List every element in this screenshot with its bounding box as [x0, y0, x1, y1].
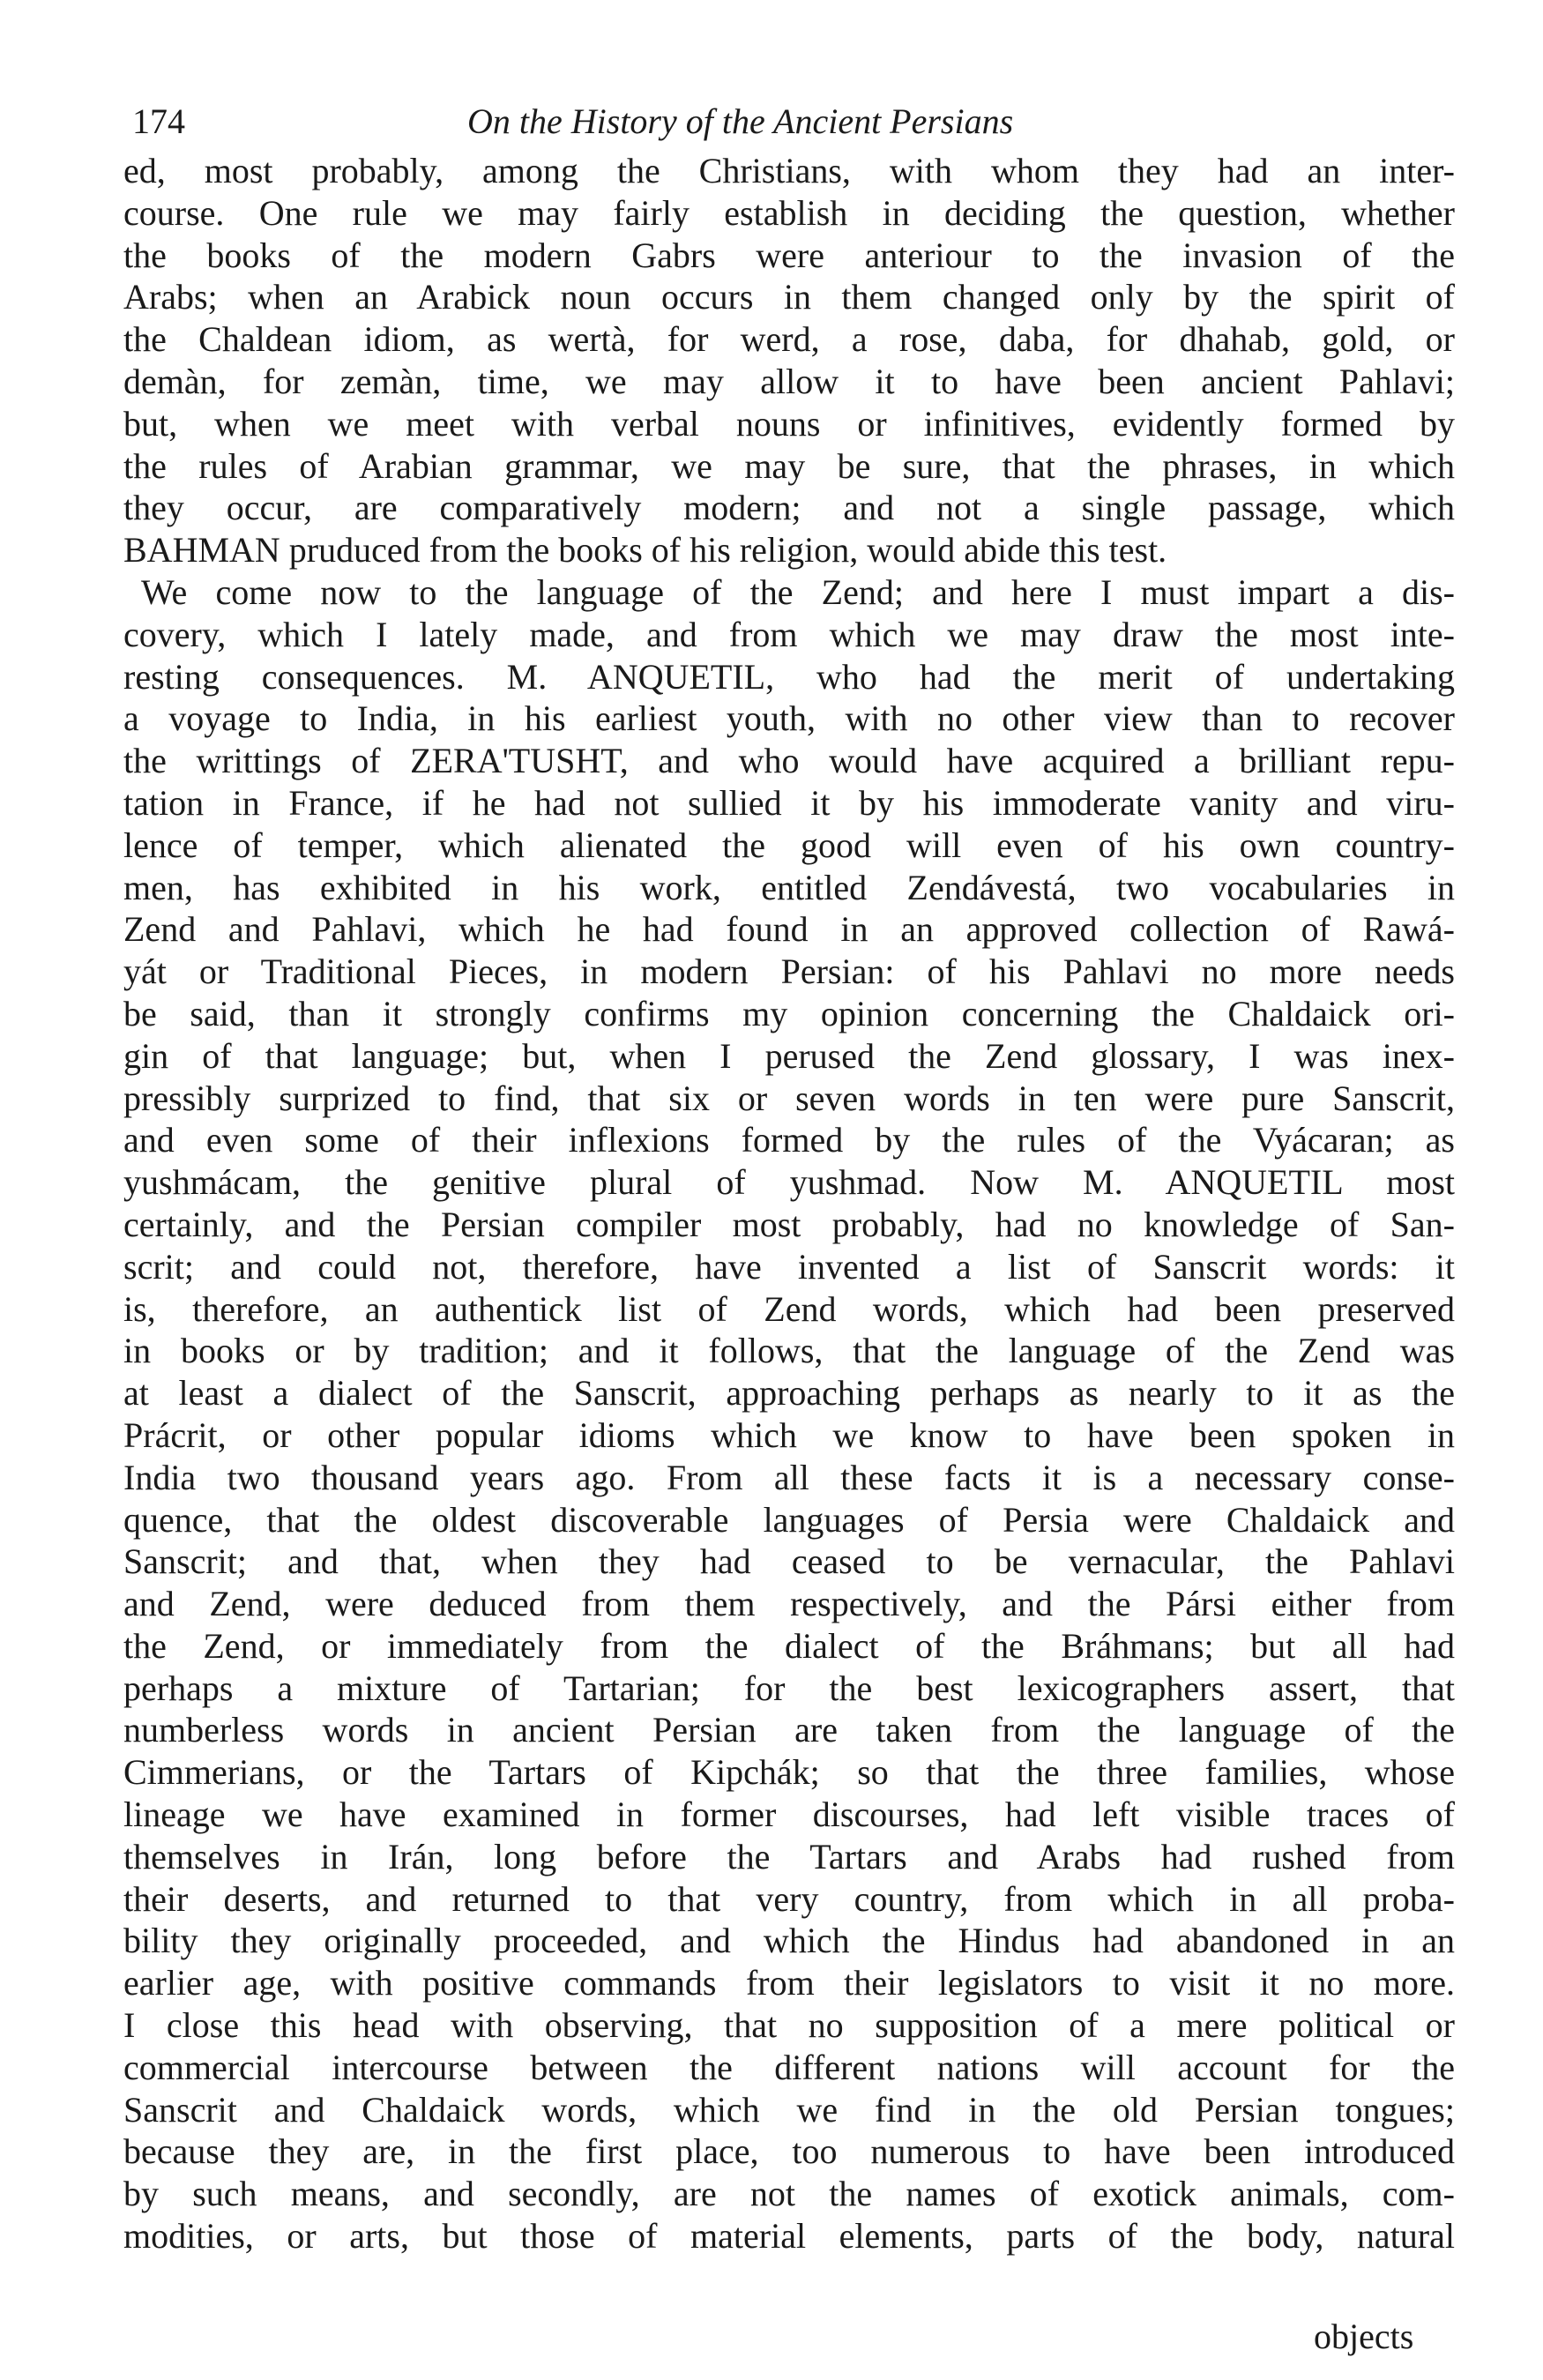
text-line: the books of the modern Gabrs were anteriour to the invasion of the — [123, 235, 1455, 275]
text-line: quence, that the oldest discoverable languages of Persia were Chaldaick and — [123, 1499, 1455, 1540]
text-line: they occur, are comparatively modern; and not a single passage, which — [123, 488, 1455, 528]
text-line: yushmácam, the genitive plural of yushmad. Now M. ANQUETIL most — [123, 1162, 1455, 1203]
text-line: We come now to the language of the Zend; and here I must impart a dis- — [141, 571, 1455, 612]
text-line: tation in France, if he had not sullied it by his immoderate vanity and viru- — [123, 782, 1455, 823]
running-title: On the History of the Ancient Persians — [467, 101, 1014, 141]
text-line: lineage we have examined in former discourses, had left visible traces of — [123, 1794, 1455, 1835]
text-line: men, has exhibited in his work, entitled Zendávestá, two vocabularies in — [123, 867, 1455, 907]
text-line: commercial intercourse between the different nations will account for the — [123, 2047, 1455, 2087]
text-line: be said, than it strongly confirms my opinion concerning the Chaldaick ori- — [123, 993, 1455, 1033]
text-line: ed, most probably, among the Christians, with whom they had an inter- — [123, 151, 1455, 190]
text-line: India two thousand years ago. From all these facts it is a necessary conse- — [123, 1457, 1455, 1497]
text-line: the Zend, or immediately from the dialect of the Bráhmans; but all had — [123, 1625, 1455, 1666]
text-line: pressibly surprized to find, that six or seven words in ten were pure Sanscrit, — [123, 1078, 1455, 1118]
page-number: 174 — [132, 101, 185, 141]
text-line: modities, or arts, but those of material elements, parts of the body, natural — [123, 2216, 1455, 2257]
text-line: and even some of their inflexions formed by the rules of the Vyácaran; as — [123, 1120, 1455, 1160]
text-line: lence of temper, which alienated the good will even of his own country- — [123, 824, 1455, 865]
text-line: certainly, and the Persian compiler most probably, had no knowledge of San- — [123, 1204, 1455, 1244]
text-line: Sanscrit and Chaldaick words, which we find in the old Persian tongues; — [123, 2089, 1455, 2130]
text-line: Prácrit, or other popular idioms which we know to have been spoken in — [123, 1414, 1455, 1455]
text-line: the rules of Arabian grammar, we may be sure, that the phrases, in which — [123, 445, 1455, 486]
text-line: Cimmerians, or the Tartars of Kipchák; so that the three families, whose — [123, 1752, 1455, 1793]
text-line: bility they originally proceeded, and which the Hindus had abandoned in an — [123, 1921, 1455, 1961]
text-line: the writtings of ZERA'TUSHT, and who would have acquired a brilliant repu- — [123, 741, 1455, 781]
text-line: the Chaldean idiom, as wertà, for werd, a rose, daba, for dhahab, gold, or — [123, 319, 1455, 360]
text-line: is, therefore, an authentick list of Zend words, which had been preserved — [123, 1288, 1455, 1329]
body-text — [123, 150, 1455, 2257]
text-line: and Zend, were deduced from them respectively, and the Pársi either from — [123, 1584, 1455, 1624]
text-line: resting consequences. M. ANQUETIL, who had the merit of undertaking — [123, 656, 1455, 697]
text-line: numberless words in ancient Persian are taken from the language of the — [123, 1710, 1455, 1750]
text-line: perhaps a mixture of Tartarian; for the best lexicographers assert, that — [123, 1667, 1455, 1708]
text-line: I close this head with observing, that no supposition of a mere political or — [123, 2005, 1455, 2046]
text-line: demàn, for zemàn, time, we may allow it to have been ancient Pahlavi; — [123, 361, 1455, 401]
text-line: in books or by tradition; and it follows, that the language of the Zend was — [123, 1331, 1455, 1371]
text-line: at least a dialect of the Sanscrit, approaching perhaps as nearly to it as the — [123, 1373, 1455, 1414]
text-line: Arabs; when an Arabick noun occurs in them changed only by the spirit of — [123, 277, 1455, 317]
text-line: BAHMAN pruduced from the books of his religion, would abide this test. — [123, 530, 1167, 571]
text-line: because they are, in the first place, too numerous to have been introduced — [123, 2131, 1455, 2172]
text-line: scrit; and could not, therefore, have invented a list of Sanscrit words: it — [123, 1246, 1455, 1287]
text-line: earlier age, with positive commands from their legislators to visit it no more. — [123, 1963, 1455, 2003]
text-line: gin of that language; but, when I perused the Zend glossary, I was inex- — [123, 1035, 1455, 1076]
text-line: Sanscrit; and that, when they had ceased to be vernacular, the Pahlavi — [123, 1541, 1455, 1582]
catchword: objects — [1314, 2317, 1414, 2356]
text-line: their deserts, and returned to that very country, from which in all proba- — [123, 1878, 1455, 1919]
text-line: themselves in Irán, long before the Tartars and Arabs had rushed from — [123, 1836, 1455, 1876]
text-line: Zend and Pahlavi, which he had found in an approved collection of Rawá- — [123, 909, 1455, 950]
text-line: course. One rule we may fairly establish in deciding the question, whether — [123, 192, 1455, 233]
text-line: yát or Traditional Pieces, in modern Persian: of his Pahlavi no more needs — [123, 951, 1455, 992]
page-header — [132, 95, 1278, 148]
text-line: a voyage to India, in his earliest youth, with no other view than to recover — [123, 698, 1455, 739]
text-line: covery, which I lately made, and from which we may draw the most inte- — [123, 614, 1455, 654]
text-line: but, when we meet with verbal nouns or infinitives, evidently formed by — [123, 403, 1455, 444]
text-line: by such means, and secondly, are not the names of exotick animals, com- — [123, 2174, 1455, 2214]
